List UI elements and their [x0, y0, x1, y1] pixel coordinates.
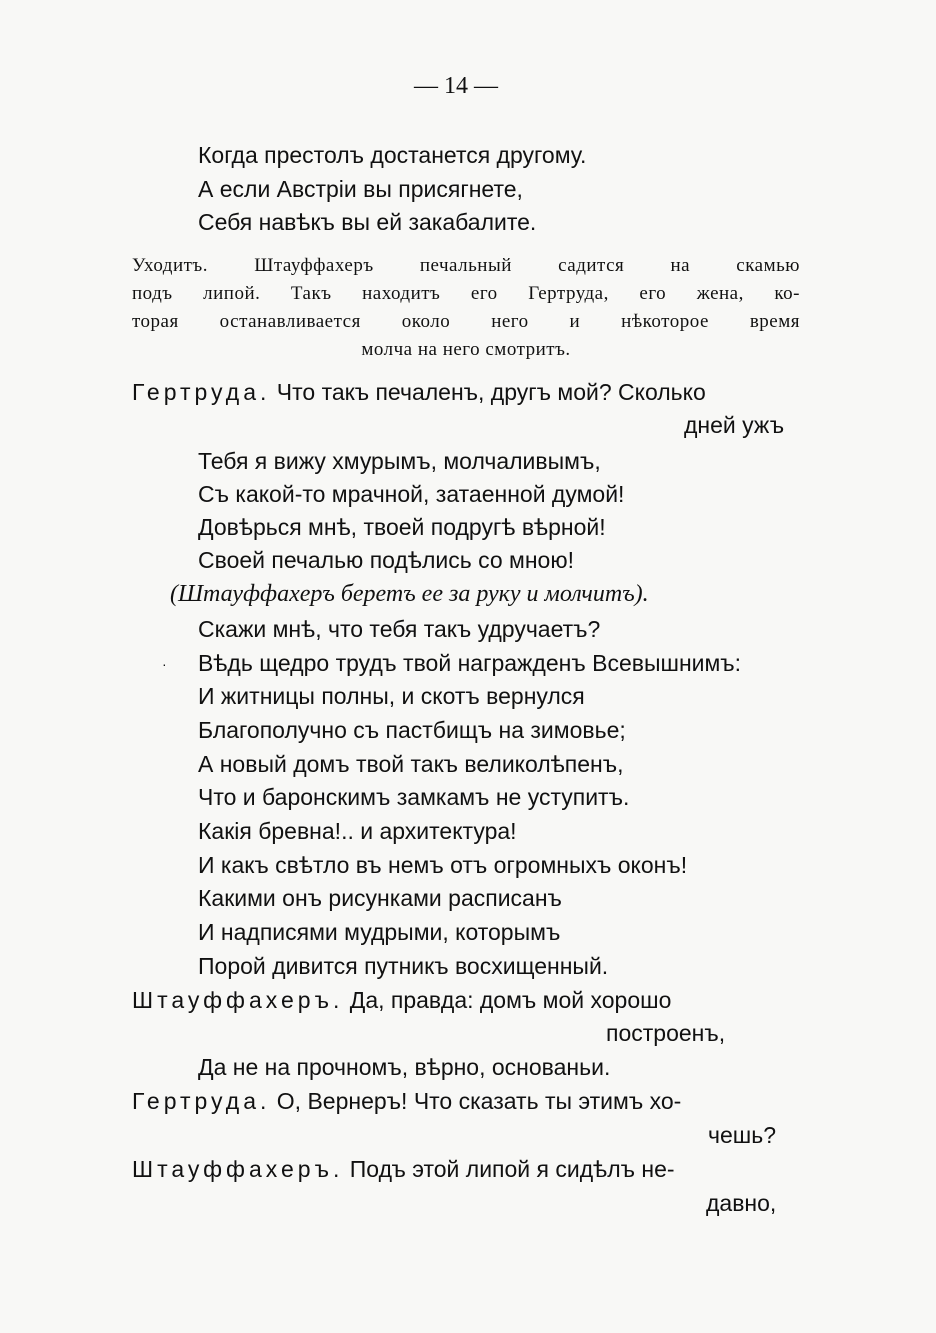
verse-line: И надписями мудрыми, которымъ: [198, 919, 561, 945]
verse-line: Что и баронскимъ замкамъ не уступитъ.: [198, 784, 630, 810]
verse-line: Какими онъ рисунками расписанъ: [198, 885, 562, 911]
verse-line: Себя навѣкъ вы ей закабалите.: [198, 209, 537, 235]
speech-continuation: построенъ,: [606, 1020, 726, 1046]
speech-text: О, Вернеръ! Что сказать ты этимъ хо-: [276, 1088, 682, 1114]
page-number: — 14 —: [414, 73, 498, 99]
verse-line: Да не на прочномъ, вѣрно, основаньи.: [198, 1054, 611, 1080]
verse-line: Вѣдь щедро трудъ твой награжденъ Всевышнимъ:: [198, 650, 742, 676]
stage-direction-line: торая останавливается около него и нѣкоторое время: [132, 311, 800, 332]
speech-text: Что такъ печаленъ, другъ мой? Сколько: [276, 379, 706, 405]
speech-text: Да, правда: домъ мой хорошо: [349, 987, 672, 1013]
speaker-name: Штауффахеръ.: [132, 1156, 344, 1182]
verse-line: Скажи мнѣ, что тебя такъ удручаетъ?: [198, 616, 601, 642]
print-speck: ·: [162, 656, 167, 672]
verse-line: Порой дивится путникъ восхищенный.: [198, 953, 609, 979]
speech-line: [132, 1087, 681, 1115]
verse-line: Довѣрься мнѣ, твоей подругѣ вѣрной!: [198, 514, 606, 540]
speech-line: [132, 986, 671, 1014]
verse-line: А новый домъ твой такъ великолѣпенъ,: [198, 751, 624, 777]
verse-line: И житницы полны, и скотъ вернулся: [198, 683, 585, 709]
verse-line: И какъ свѣтло въ немъ отъ огромныхъ оконъ!: [198, 852, 688, 878]
stage-direction-line: молча на него смотритъ.: [361, 339, 571, 360]
verse-line: Когда престолъ достанется другому.: [198, 142, 587, 168]
speech-continuation: дней ужъ: [684, 412, 785, 438]
speech-line: [132, 1155, 675, 1183]
speaker-name: Штауффахеръ.: [132, 987, 344, 1013]
speech-continuation: давно,: [706, 1190, 777, 1216]
verse-line: А если Австріи вы присягнете,: [198, 176, 523, 202]
stage-remark: (Штауффахеръ беретъ ее за руку и молчитъ).: [170, 581, 649, 607]
speech-text: Подъ этой липой я сидѣлъ не-: [349, 1156, 675, 1182]
speaker-name: Гертруда.: [132, 1088, 271, 1114]
verse-line: Съ какой-то мрачной, затаенной думой!: [198, 481, 625, 507]
verse-line: Своей печалью подѣлись со мною!: [198, 547, 574, 573]
stage-direction-line: Уходитъ. Штауффахеръ печальный садится на скамью: [132, 255, 800, 276]
speech-continuation: чешь?: [708, 1122, 777, 1148]
verse-line: Благополучно съ пастбищъ на зимовье;: [198, 717, 626, 743]
speaker-name: Гертруда.: [132, 379, 271, 405]
verse-line: Какія бревна!.. и архитектура!: [198, 818, 517, 844]
speech-line: [132, 378, 706, 406]
stage-direction-line: подъ липой. Такъ находитъ его Гертруда, его жена, ко-: [132, 283, 800, 304]
verse-line: Тебя я вижу хмурымъ, молчаливымъ,: [198, 448, 601, 474]
